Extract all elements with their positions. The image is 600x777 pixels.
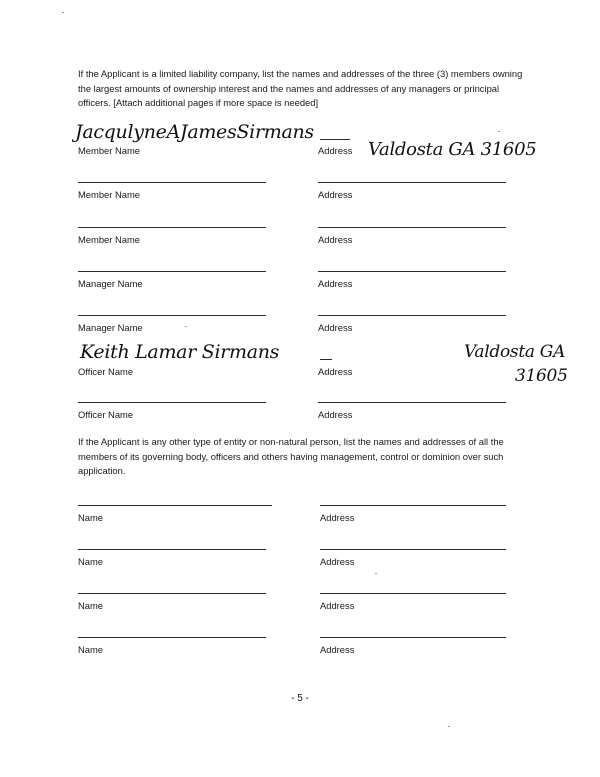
address-line[interactable] xyxy=(320,549,506,550)
scan-speck xyxy=(185,326,187,327)
handwritten-officer-name: Keith Lamar Sirmans xyxy=(80,341,280,363)
address-label: Address xyxy=(318,278,353,289)
address-line[interactable] xyxy=(320,505,506,506)
address-line[interactable] xyxy=(318,402,506,403)
intro-paragraph: If the Applicant is a limited liability company, list the names and addresses of the three (3) members owning the largest amounts of ownership interest and the names and addresses of any managers or principal officers. [Attach additional pages if more space is needed] xyxy=(78,68,523,108)
handwritten-officer-address-line2: 31605 xyxy=(515,366,568,386)
manager-name-label: Manager Name xyxy=(78,322,143,333)
address-label: Address xyxy=(318,145,353,156)
address-line[interactable] xyxy=(318,315,506,316)
officer-name-label: Officer Name xyxy=(78,409,134,420)
address-label: Address xyxy=(318,234,353,245)
name-line[interactable] xyxy=(78,637,266,638)
address-line[interactable] xyxy=(318,271,506,272)
handwritten-officer-address-line1: Valdosta GA xyxy=(464,342,566,362)
address-line[interactable] xyxy=(320,139,350,140)
address-label: Address xyxy=(318,409,353,420)
member-name-label: Member Name xyxy=(78,189,140,200)
address-line[interactable] xyxy=(318,182,506,183)
member-name-line[interactable] xyxy=(78,182,266,183)
name-label: Name xyxy=(78,644,104,655)
manager-name-label: Manager Name xyxy=(78,278,143,289)
address-line[interactable] xyxy=(320,637,506,638)
other-entity-paragraph: If the Applicant is any other type of entity or non-natural person, list the names and addresses of all the members of its governing body, officers and others having management, control or dominion over such application. xyxy=(78,436,504,476)
manager-name-line[interactable] xyxy=(78,271,266,272)
address-line[interactable] xyxy=(320,593,506,594)
name-line[interactable] xyxy=(78,549,266,550)
address-label: Address xyxy=(318,322,353,333)
name-line[interactable] xyxy=(78,505,272,506)
member-name-label: Member Name xyxy=(78,145,140,156)
address-line[interactable] xyxy=(318,227,506,228)
member-name-line[interactable] xyxy=(78,227,266,228)
manager-name-line[interactable] xyxy=(78,315,266,316)
member-name-label: Member Name xyxy=(78,234,140,245)
handwritten-member-name: JacqulyneAJamesSirmans xyxy=(75,121,314,143)
officer-name-label: Officer Name xyxy=(78,366,134,377)
scan-speck xyxy=(375,573,377,574)
address-label: Address xyxy=(318,189,353,200)
address-label: Address xyxy=(320,600,355,611)
scan-speck xyxy=(498,131,500,132)
address-label: Address xyxy=(320,512,355,523)
address-label: Address xyxy=(318,366,353,377)
name-label: Name xyxy=(78,512,104,523)
handwritten-member-address: Valdosta GA 31605 xyxy=(368,139,537,160)
name-label: Name xyxy=(78,600,104,611)
address-label: Address xyxy=(320,556,355,567)
scan-speck xyxy=(448,726,450,727)
name-label: Name xyxy=(78,556,104,567)
page-number: - 5 - xyxy=(291,693,309,704)
address-line[interactable] xyxy=(320,359,332,360)
address-label: Address xyxy=(320,644,355,655)
scan-speck xyxy=(62,12,64,13)
officer-name-line[interactable] xyxy=(78,402,266,403)
name-line[interactable] xyxy=(78,593,266,594)
